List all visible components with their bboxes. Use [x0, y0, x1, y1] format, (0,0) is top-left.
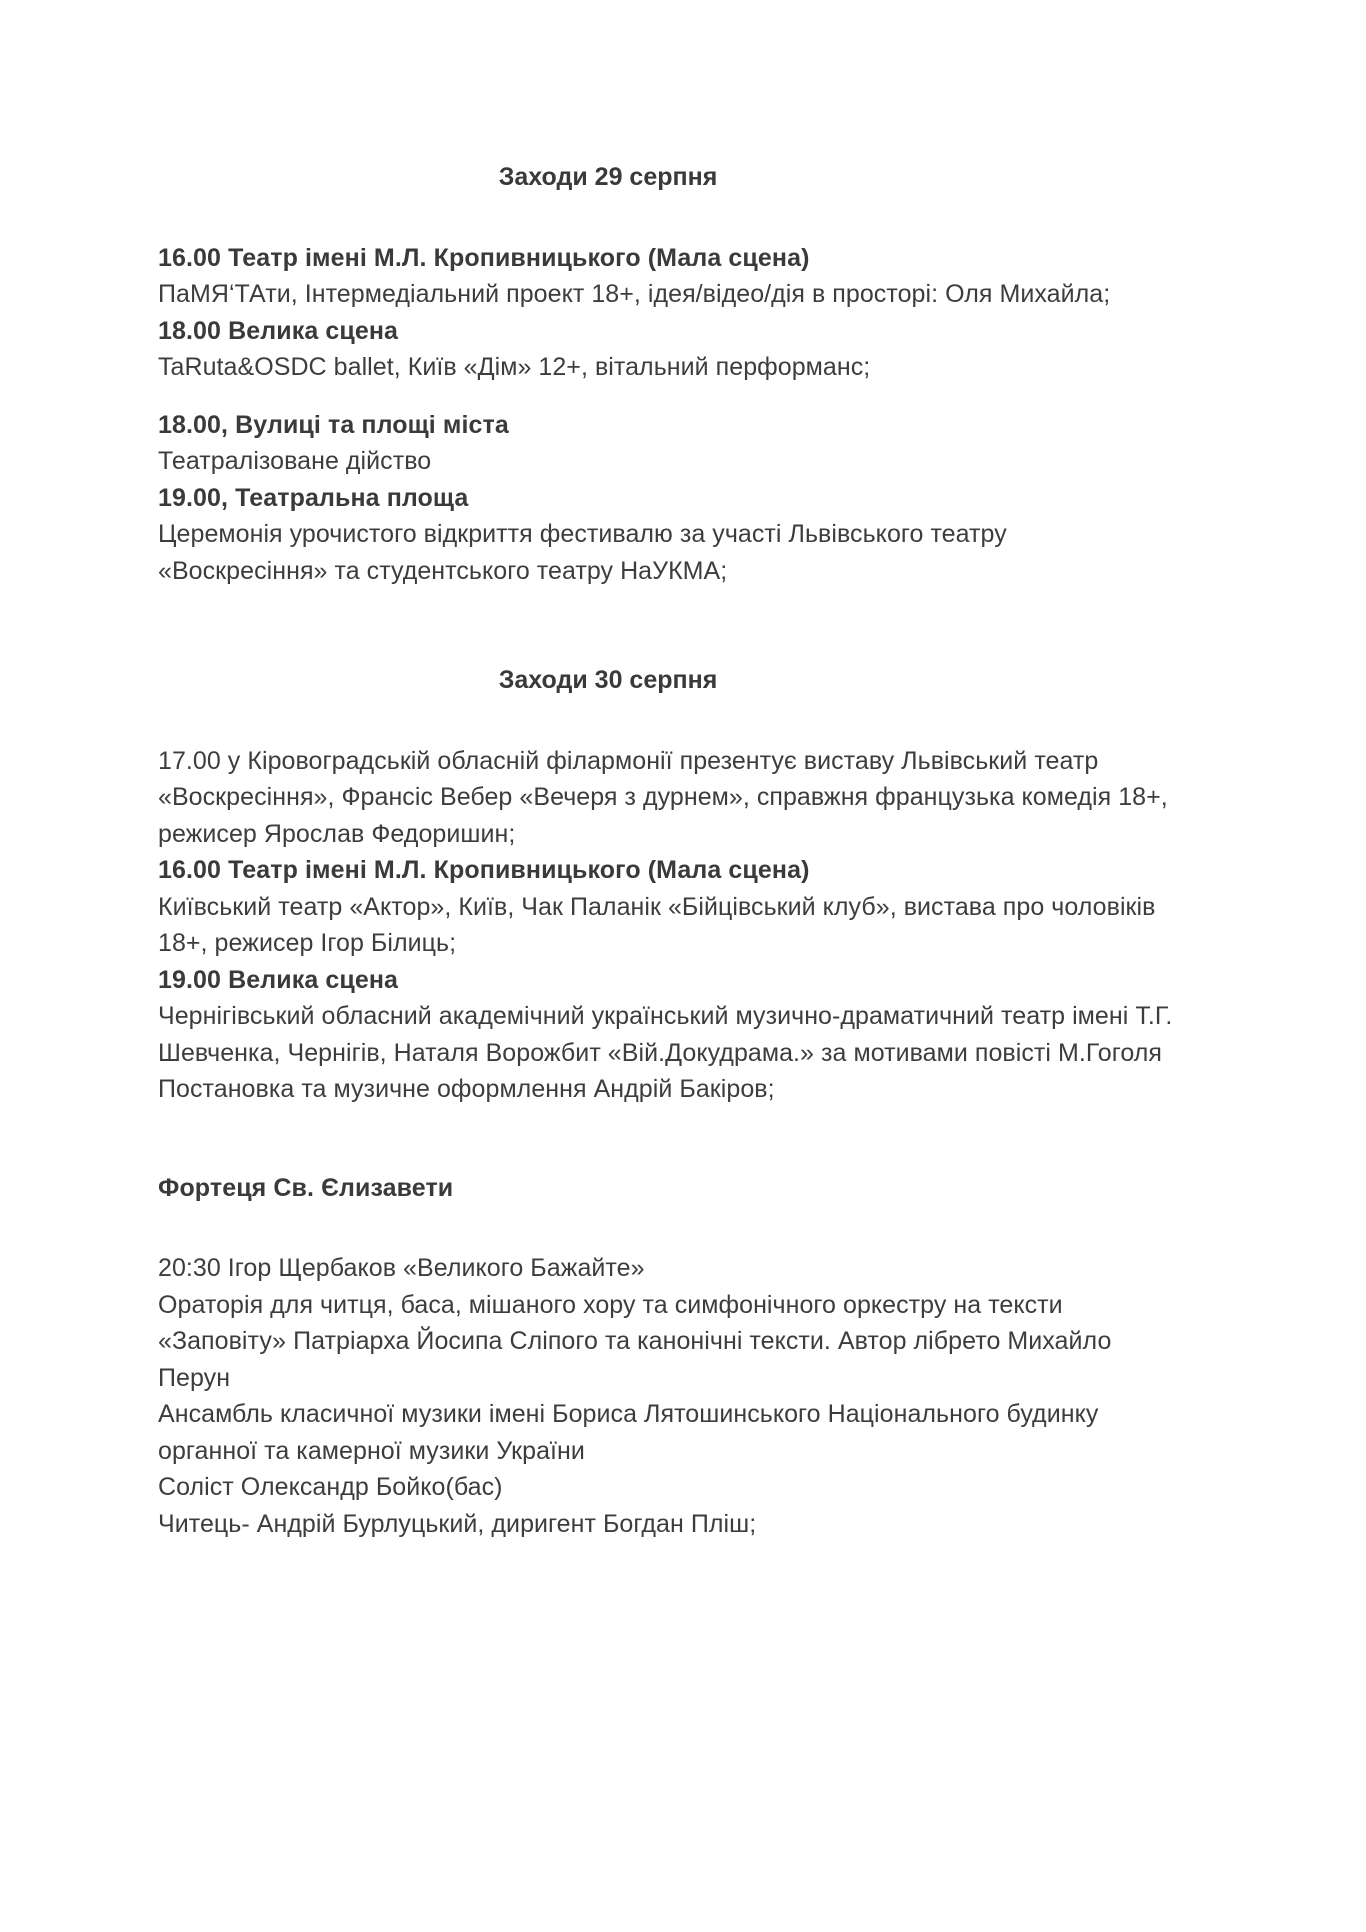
section-heading-aug30: Заходи 30 серпня	[498, 666, 718, 694]
entry-line: Київський театр «Актор», Київ, Чак Паланік «Бійцівський клуб», вистава про чоловіків 18+, режисер Ігор Білиць;	[158, 892, 1156, 957]
entry-line: Ансамбль класичної музики імені Бориса Лятошинського Національного будинку органної та камерної музики України	[158, 1400, 1099, 1465]
entry-line: Соліст Олександр Бойко(бас)	[158, 1473, 503, 1501]
spacer	[158, 196, 1178, 240]
entry-lead: 18.00, Вулиці та площі міста	[158, 410, 509, 439]
entry-line: Читець- Андрій Бурлуцький, диригент Богдан Пліш;	[158, 1509, 757, 1538]
entry-fortress-1	[158, 1250, 1178, 1542]
section-fortress	[158, 1170, 1178, 1543]
entry-lead: 16.00 Театр імені М.Л. Кропивницького (Мала сцена)	[158, 243, 810, 272]
entry-line: Театралізоване дійство	[158, 447, 432, 475]
entry-line: 17.00 у Кіровоградській обласній філармонії презентує виставу Львівський театр «Воскресіння», Франсіс Вебер «Вечеря з дурнем», справжня французька комедія 18+, режисер Ярослав Федоришин;	[158, 746, 1168, 848]
entry-line: ПаМЯ‘ТАти, Інтермедіальний проект 18+, ідея/відео/дія в просторі: Оля Михайла;	[158, 280, 1111, 308]
section-aug30	[158, 663, 1178, 1108]
entry-line: Ораторія для читця, баса, мішаного хору та симфонічного оркестру на тексти «Заповіту» Патріарха Йосипа Сліпого та канонічні тексти. Автор лібрето Михайло Перун	[158, 1290, 1112, 1392]
entry-lead: 16.00 Театр імені М.Л. Кропивницького (Мала сцена)	[158, 856, 810, 884]
spacer	[158, 589, 1178, 663]
section-heading-fortress: Фортеця Св. Єлизавети	[158, 1173, 454, 1202]
entry-aug29-4	[158, 480, 1178, 590]
entry-line: TaRuta&OSDC ballet, Київ «Дім» 12+, вітальний перформанс;	[158, 353, 871, 381]
entry-lead: 19.00, Театральна площа	[158, 483, 469, 512]
entry-aug30-3	[158, 962, 1178, 1108]
spacer	[158, 1108, 1178, 1170]
entry-line: Церемонія урочистого відкриття фестивалю за участі Львівського театру «Воскресіння» та студентського театру НаУКМА;	[158, 520, 1007, 585]
document-content	[158, 160, 1178, 1542]
entry-lead: 19.00 Велика сцена	[158, 965, 399, 994]
spacer	[158, 386, 1178, 407]
entry-line: Постановка та музичне оформлення Андрій Бакіров;	[158, 1075, 775, 1103]
entry-aug29-1	[158, 240, 1178, 313]
entry-aug30-1	[158, 743, 1178, 853]
entry-aug29-3	[158, 407, 1178, 480]
entry-line: Чернігівський обласний академічний український музично-драматичний театр імені Т.Г. Шевченка, Чернігів, Наталя Ворожбит «Вій.Докудрама.» за мотивами повісті М.Гоголя	[158, 1002, 1173, 1067]
spacer	[158, 699, 1178, 743]
entry-aug29-2	[158, 313, 1178, 386]
section-aug29	[158, 160, 1178, 589]
entry-aug30-2	[158, 852, 1178, 962]
spacer	[158, 1206, 1178, 1250]
entry-line: 20:30 Ігор Щербаков «Великого Бажайте»	[158, 1254, 645, 1282]
entry-lead: 18.00 Велика сцена	[158, 316, 399, 345]
section-heading-aug29: Заходи 29 серпня	[498, 163, 718, 191]
